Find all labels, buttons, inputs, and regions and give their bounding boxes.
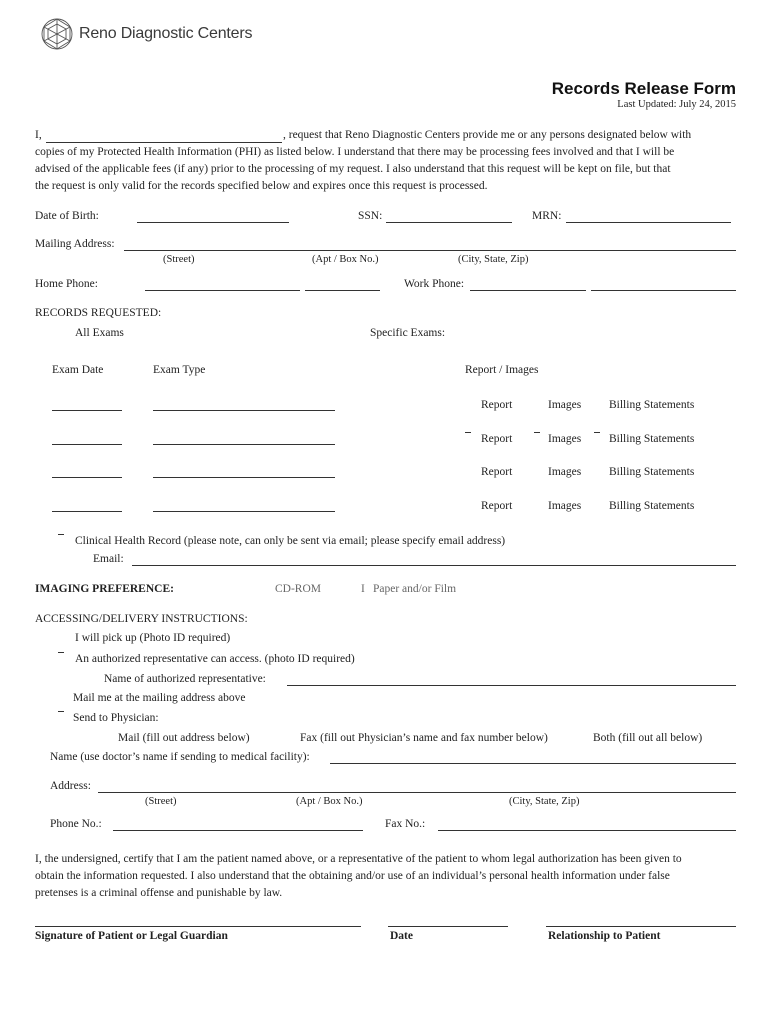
billing-option[interactable]: Billing Statements	[609, 433, 695, 445]
page-title: Records Release Form	[551, 79, 736, 98]
physician-fax-label: Fax No.:	[385, 818, 426, 830]
exam-date-field[interactable]	[52, 511, 122, 512]
email-field[interactable]	[132, 565, 736, 566]
rep-name-field[interactable]	[287, 685, 736, 686]
specific-exams-option[interactable]: Specific Exams:	[370, 327, 446, 339]
date-label: Date	[390, 930, 413, 942]
ssn-field[interactable]	[386, 222, 512, 223]
exam-type-field[interactable]	[153, 444, 335, 445]
globe-logo-icon	[40, 17, 74, 51]
relationship-label: Relationship to Patient	[548, 930, 661, 942]
date-field[interactable]	[388, 926, 508, 927]
intro-line-3: advised of the applicable fees (if any) prior to the processing of my request. I also understand that this request will be kept on file, but that	[35, 163, 671, 175]
images-option[interactable]: Images	[548, 500, 582, 512]
certify-line-3: pretenses is a criminal offense and punishable by law.	[35, 887, 283, 899]
images-option[interactable]: Images	[548, 433, 582, 445]
report-option[interactable]: Report	[481, 399, 513, 411]
mail-option[interactable]: Mail me at the mailing address above	[73, 692, 246, 704]
last-updated: Last Updated: July 24, 2015	[617, 99, 736, 110]
intro-prefix: I,	[35, 129, 42, 141]
dob-label: Date of Birth:	[35, 210, 99, 222]
col-exam-date: Exam Date	[52, 364, 104, 376]
billing-option[interactable]: Billing Statements	[609, 466, 695, 478]
report-option[interactable]: Report	[481, 500, 513, 512]
doctor-name-label: Name (use doctor’s name if sending to medical facility):	[50, 751, 310, 763]
report-option[interactable]: Report	[481, 466, 513, 478]
checkbox-images[interactable]	[534, 432, 540, 433]
imaging-heading: IMAGING PREFERENCE:	[35, 583, 174, 595]
delivery-heading: ACCESSING/DELIVERY INSTRUCTIONS:	[35, 613, 248, 625]
pickup-option[interactable]: I will pick up (Photo ID required)	[75, 632, 231, 644]
report-option[interactable]: Report	[481, 433, 513, 445]
signature-field[interactable]	[35, 926, 361, 927]
exam-date-field[interactable]	[52, 477, 122, 478]
signature-label: Signature of Patient or Legal Guardian	[35, 930, 228, 942]
representative-option[interactable]: An authorized representative can access. (photo ID required)	[75, 653, 355, 665]
exam-date-field[interactable]	[52, 410, 122, 411]
all-exams-option[interactable]: All Exams	[75, 327, 124, 339]
work-phone-field-2[interactable]	[591, 290, 736, 291]
mailing-address-field[interactable]	[124, 250, 736, 251]
home-phone-field-2[interactable]	[305, 290, 380, 291]
exam-type-field[interactable]	[153, 477, 335, 478]
work-phone-label: Work Phone:	[404, 278, 465, 290]
city-hint: (City, State, Zip)	[458, 254, 529, 265]
physician-city-hint: (City, State, Zip)	[509, 796, 580, 807]
exam-type-field[interactable]	[153, 511, 335, 512]
images-option[interactable]: Images	[548, 466, 582, 478]
checkbox-billing[interactable]	[594, 432, 600, 433]
checkbox-clinical[interactable]	[58, 534, 64, 535]
mrn-label: MRN:	[532, 210, 562, 222]
intro-line-1: , request that Reno Diagnostic Centers provide me or any persons designated below with	[283, 129, 692, 141]
certify-line-1: I, the undersigned, certify that I am the patient named above, or a representative of the patient to whom legal authorization has been given to	[35, 853, 682, 865]
both-physician-option[interactable]: Both (fill out all below)	[593, 732, 703, 744]
cd-rom-option[interactable]: CD-ROM	[275, 583, 322, 595]
dob-field[interactable]	[137, 222, 289, 223]
home-phone-label: Home Phone:	[35, 278, 98, 290]
col-report-images: Report / Images	[465, 364, 539, 376]
images-option[interactable]: Images	[548, 399, 582, 411]
mail-physician-option[interactable]: Mail (fill out address below)	[118, 732, 250, 744]
intro-line-4: the request is only valid for the records specified below and expires once this request is processed.	[35, 180, 488, 192]
billing-option[interactable]: Billing Statements	[609, 399, 695, 411]
physician-street-hint: (Street)	[145, 796, 177, 807]
ssn-label: SSN:	[358, 210, 383, 222]
physician-address-field[interactable]	[98, 792, 736, 793]
relationship-field[interactable]	[546, 926, 736, 927]
requester-name-field[interactable]	[46, 142, 282, 143]
email-label: Email:	[93, 553, 124, 565]
physician-phone-field[interactable]	[113, 830, 363, 831]
billing-option[interactable]: Billing Statements	[609, 500, 695, 512]
physician-phone-label: Phone No.:	[50, 818, 102, 830]
street-hint: (Street)	[163, 254, 195, 265]
certify-line-2: obtain the information requested. I also understand that the obtaining and/or use of an individual’s personal health information under false	[35, 870, 670, 882]
paper-film-option[interactable]: Paper and/or Film	[373, 583, 457, 595]
physician-option[interactable]: Send to Physician:	[73, 712, 159, 724]
mailing-address-label: Mailing Address:	[35, 238, 115, 250]
logo-name: Reno Diagnostic Centers	[79, 25, 253, 42]
checkbox-rep[interactable]	[58, 652, 64, 653]
fax-physician-option[interactable]: Fax (fill out Physician’s name and fax number below)	[300, 732, 548, 744]
mrn-field[interactable]	[566, 222, 731, 223]
exam-date-field[interactable]	[52, 444, 122, 445]
checkbox-report[interactable]	[465, 432, 471, 433]
work-phone-field[interactable]	[470, 290, 586, 291]
physician-apt-hint: (Apt / Box No.)	[296, 796, 363, 807]
col-exam-type: Exam Type	[153, 364, 206, 376]
clinical-record-option[interactable]: Clinical Health Record (please note, can only be sent via email; please specify email address)	[75, 535, 506, 547]
records-heading: RECORDS REQUESTED:	[35, 307, 162, 319]
physician-address-label: Address:	[50, 780, 91, 792]
checkbox-physician[interactable]	[58, 711, 64, 712]
home-phone-field[interactable]	[145, 290, 300, 291]
physician-fax-field[interactable]	[438, 830, 736, 831]
exam-type-field[interactable]	[153, 410, 335, 411]
doctor-name-field[interactable]	[330, 763, 736, 764]
apt-hint: (Apt / Box No.)	[312, 254, 379, 265]
rep-name-label: Name of authorized representative:	[104, 673, 266, 685]
intro-line-2: copies of my Protected Health Information (PHI) as listed below. I understand that there may be processing fees involved and that I will be	[35, 146, 675, 158]
paper-marker: I	[361, 583, 365, 595]
